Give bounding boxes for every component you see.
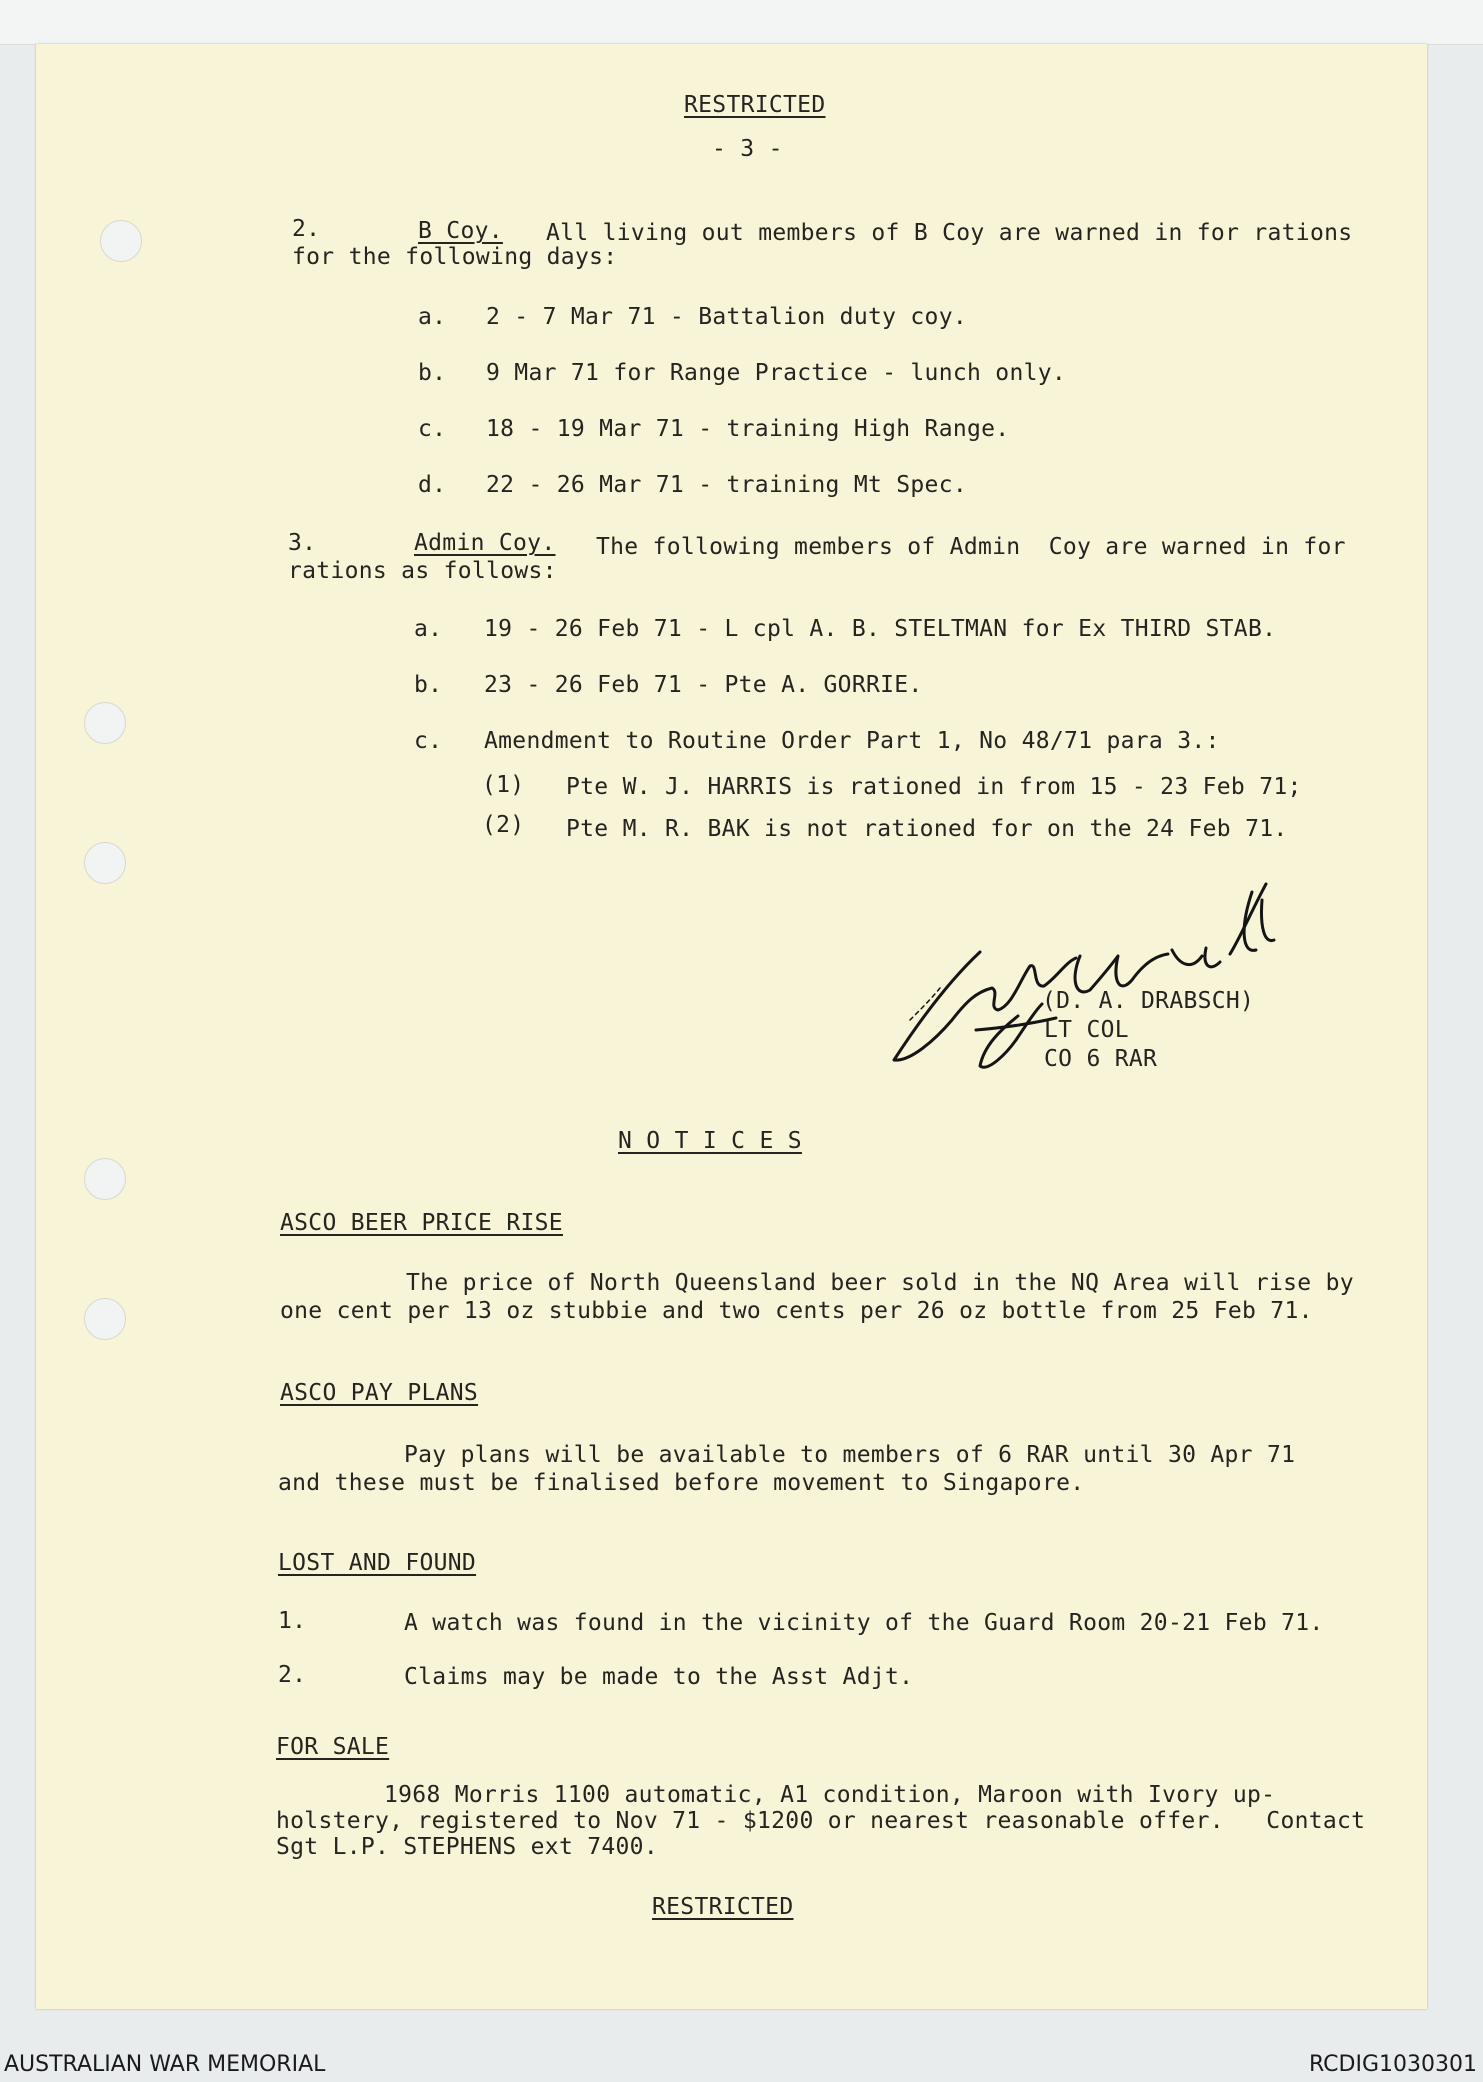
list-letter: b.: [414, 672, 443, 698]
punch-hole: [100, 220, 142, 262]
signatory-appointment: CO 6 RAR: [1044, 1046, 1158, 1072]
para3-line1: The following members of Admin Coy are warned in for: [596, 534, 1346, 560]
notices-title: N O T I C E S: [618, 1128, 802, 1154]
punch-hole: [84, 1298, 126, 1340]
para2-line1: All living out members of B Coy are warned in for rations: [546, 220, 1353, 246]
list-letter: a.: [414, 616, 443, 642]
list-item: Claims may be made to the Asst Adjt.: [404, 1664, 914, 1690]
notice-text: Sgt L.P. STEPHENS ext 7400.: [276, 1834, 658, 1860]
list-item: 2 - 7 Mar 71 - Battalion duty coy.: [486, 304, 968, 330]
para3-heading: Admin Coy.: [414, 530, 556, 556]
punch-hole: [84, 1158, 126, 1200]
sublist-number: (1): [482, 772, 525, 798]
list-letter: c.: [418, 416, 447, 442]
para2-line2: for the following days:: [292, 244, 618, 270]
signatory-rank: LT COL: [1044, 1017, 1129, 1043]
list-item: 19 - 26 Feb 71 - L cpl A. B. STELTMAN for Ex THIRD STAB.: [484, 616, 1277, 642]
sublist-item: Pte W. J. HARRIS is rationed in from 15 - 23 Feb 71;: [566, 774, 1302, 800]
page-number: - 3 -: [712, 136, 783, 162]
notice-heading: ASCO PAY PLANS: [280, 1380, 479, 1406]
signatory-name: (D. A. DRABSCH): [1042, 988, 1255, 1014]
list-number: 2.: [278, 1662, 307, 1688]
list-item: 18 - 19 Mar 71 - training High Range.: [486, 416, 1010, 442]
list-item: A watch was found in the vicinity of the Guard Room 20-21 Feb 71.: [404, 1610, 1324, 1636]
list-number: 1.: [278, 1608, 307, 1634]
list-item: 22 - 26 Mar 71 - training Mt Spec.: [486, 472, 968, 498]
list-letter: c.: [414, 728, 443, 754]
sublist-item: Pte M. R. BAK is not rationed for on the 24 Feb 71.: [566, 816, 1288, 842]
notice-text: The price of North Queensland beer sold in the NQ Area will rise by: [406, 1270, 1354, 1296]
list-letter: a.: [418, 304, 447, 330]
punch-hole: [84, 842, 126, 884]
punch-hole: [84, 702, 126, 744]
notice-heading: LOST AND FOUND: [278, 1550, 477, 1576]
archive-credit: AUSTRALIAN WAR MEMORIAL: [4, 2052, 326, 2077]
list-item: 9 Mar 71 for Range Practice - lunch only.: [486, 360, 1067, 386]
notice-text: Pay plans will be available to members of 6 RAR until 30 Apr 71: [404, 1442, 1296, 1468]
notice-text: and these must be finalised before movement to Singapore.: [278, 1470, 1085, 1496]
para2-heading: B Coy.: [418, 218, 503, 244]
list-item: Amendment to Routine Order Part 1, No 48/71 para 3.:: [484, 728, 1220, 754]
list-letter: d.: [418, 472, 447, 498]
para2-number: 2.: [292, 216, 321, 242]
notice-heading: FOR SALE: [276, 1734, 390, 1760]
classification-header: RESTRICTED: [684, 92, 826, 118]
notice-text: one cent per 13 oz stubbie and two cents per 26 oz bottle from 25 Feb 71.: [280, 1298, 1313, 1324]
para3-line2: rations as follows:: [288, 558, 557, 584]
handwritten-signature: [880, 870, 1300, 1090]
list-letter: b.: [418, 360, 447, 386]
classification-footer: RESTRICTED: [652, 1894, 794, 1920]
list-item: 23 - 26 Feb 71 - Pte A. GORRIE.: [484, 672, 923, 698]
archive-id: RCDIG1030301: [1308, 2052, 1477, 2077]
notice-text: holstery, registered to Nov 71 - $1200 or nearest reasonable offer. Contact: [276, 1808, 1366, 1834]
sublist-number: (2): [482, 812, 525, 838]
notice-heading: ASCO BEER PRICE RISE: [280, 1210, 563, 1236]
scan-top-band: [0, 0, 1483, 45]
para3-number: 3.: [288, 530, 317, 556]
notice-text: 1968 Morris 1100 automatic, A1 condition, Maroon with Ivory up-: [384, 1782, 1276, 1808]
